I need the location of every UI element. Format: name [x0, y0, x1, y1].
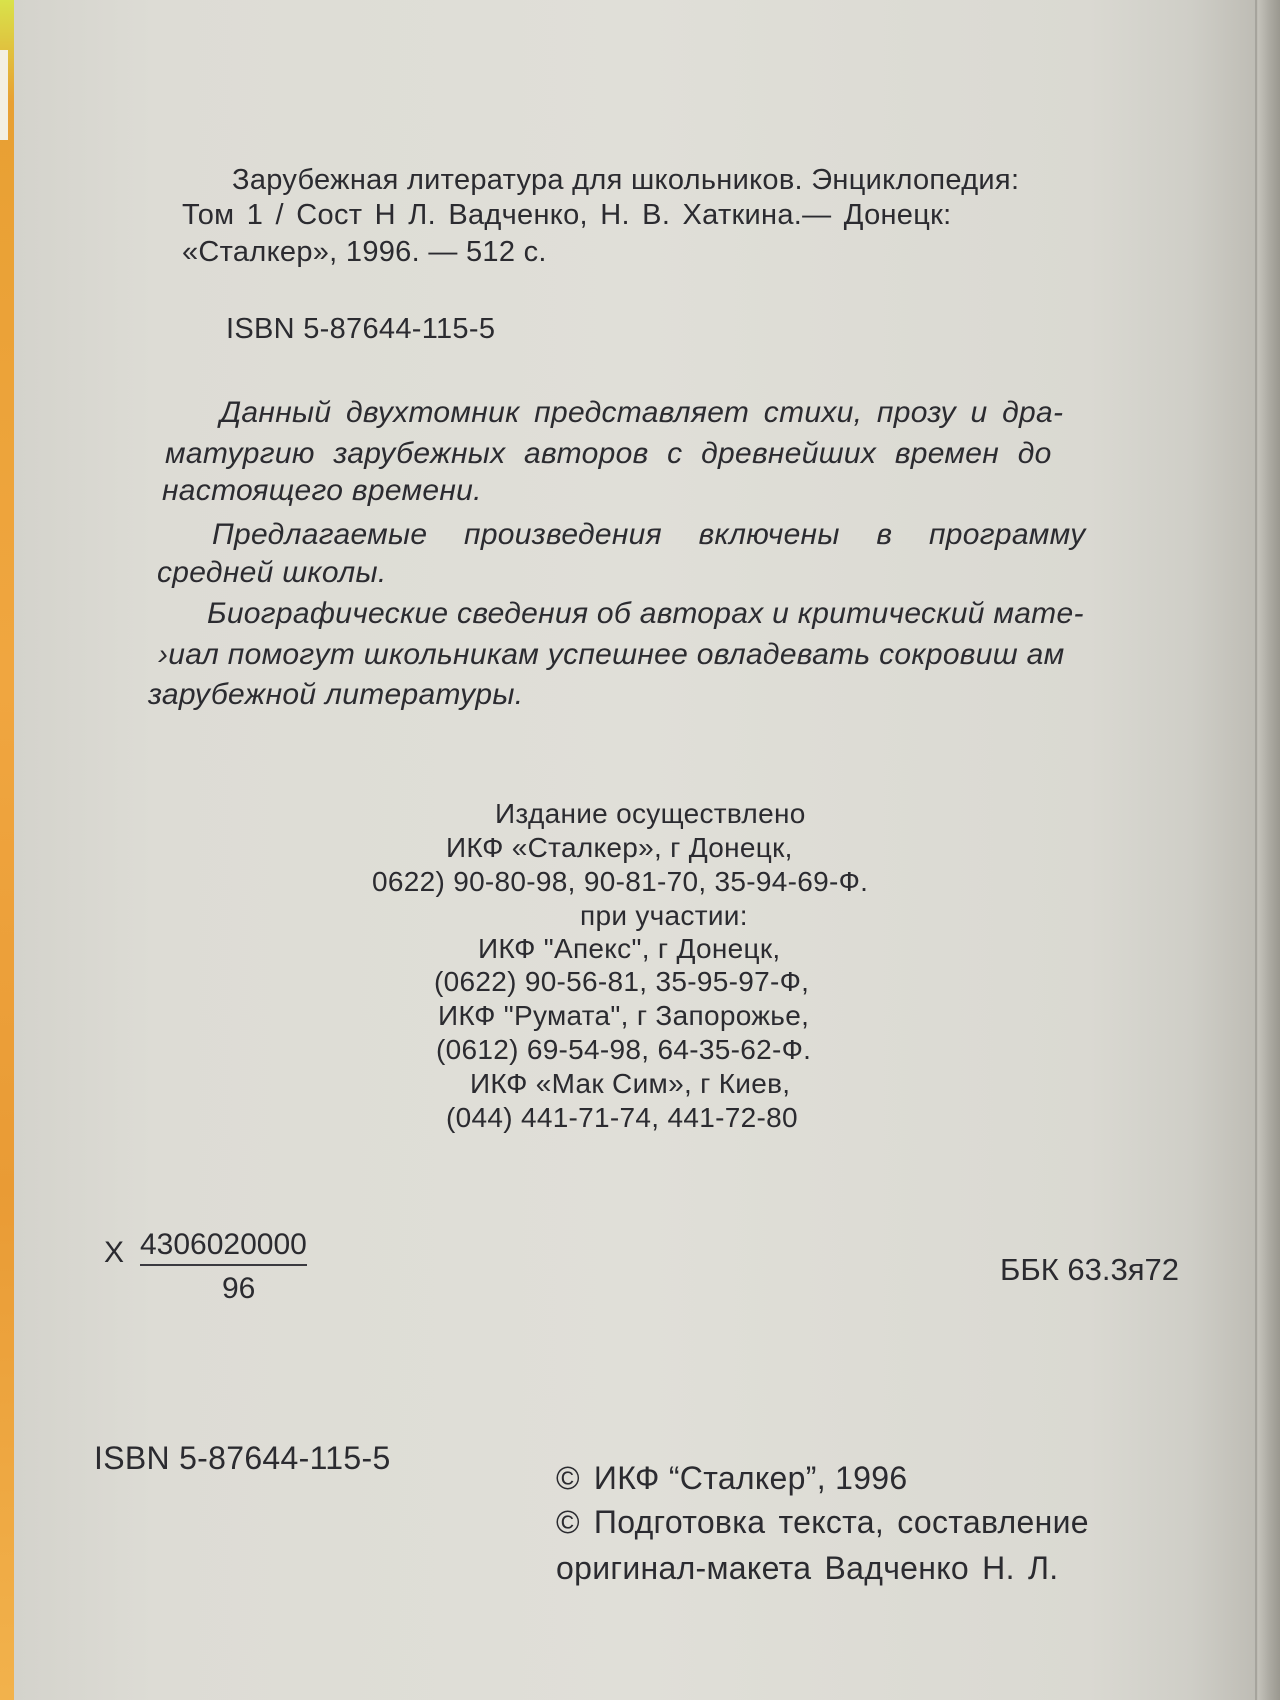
imprint-line-6: (0622) 90-56-81, 35-95-97-Ф, — [434, 966, 810, 997]
copyright-symbol: © — [556, 1460, 580, 1496]
annotation-line-6: Биографические сведения об авторах и критический мате- — [207, 597, 1084, 630]
copyright-text-2: Подготовка текста, составление — [593, 1504, 1089, 1540]
annotation-line-4: Предлагаемые произведения включены в программу — [212, 518, 1086, 551]
annotation-line-8: зарубежной литературы. — [148, 678, 524, 711]
imprint-line-9: ИКФ «Мак Сим», г Киев, — [470, 1068, 791, 1099]
copyright-symbol: © — [556, 1504, 580, 1540]
catalog-code-numerator: 4306020000 — [140, 1228, 307, 1266]
annotation-line-3: настоящего времени. — [162, 474, 482, 507]
cover-edge-label — [0, 50, 8, 140]
bbk-classification: ББК 63.3я72 — [1000, 1252, 1179, 1287]
record-line-1: Зарубежная литература для школьников. Энциклопедия: — [232, 164, 1020, 196]
imprint-line-10: (044) 441-71-74, 441-72-80 — [446, 1102, 798, 1133]
cover-edge-strip — [0, 0, 14, 1700]
record-line-3: «Сталкер», 1996. — 512 с. — [182, 236, 547, 268]
imprint-line-1: Издание осуществлено — [495, 798, 806, 829]
record-line-2: Том 1 / Сост Н Л. Вадченко, Н. В. Хаткина.— Донецк: — [182, 199, 952, 231]
copyright-line-2 — [556, 1504, 1089, 1541]
catalog-code-denominator: 96 — [222, 1272, 256, 1305]
record-isbn: ISBN 5-87644-115-5 — [226, 313, 496, 345]
copyright-line-1 — [556, 1460, 907, 1497]
imprint-line-8: (0612) 69-54-98, 64-35-62-Ф. — [436, 1034, 812, 1065]
imprint-line-2: ИКФ «Сталкер», г Донецк, — [446, 832, 793, 863]
annotation-line-5: средней школы. — [157, 556, 387, 589]
imprint-line-5: ИКФ "Апекс", г Донецк, — [478, 933, 781, 964]
imprint-line-4: при участии: — [580, 900, 748, 931]
page-fold-line — [1255, 0, 1257, 1700]
imprint-line-7: ИКФ "Румата", г Запорожье, — [438, 1000, 810, 1031]
imprint-line-3: 0622) 90-80-98, 90-81-70, 35-94-69-Ф. — [372, 866, 869, 897]
catalog-code-prefix: Х — [104, 1236, 125, 1269]
copyright-line-3: оригинал-макета Вадченко Н. Л. — [556, 1550, 1059, 1586]
annotation-line-7: ›иал помогут школьникам успешнее овладевать сокровиш ам — [158, 638, 1065, 671]
annotation-line-2: матургию зарубежных авторов с древнейших времен до — [165, 437, 1052, 470]
copyright-text-1: ИКФ “Сталкер”, 1996 — [593, 1460, 908, 1496]
annotation-line-1: Данный двухтомник представляет стихи, прозу и дра- — [220, 396, 1064, 429]
book-spine-edge — [1258, 0, 1280, 1700]
footer-isbn: ISBN 5-87644-115-5 — [94, 1440, 391, 1476]
